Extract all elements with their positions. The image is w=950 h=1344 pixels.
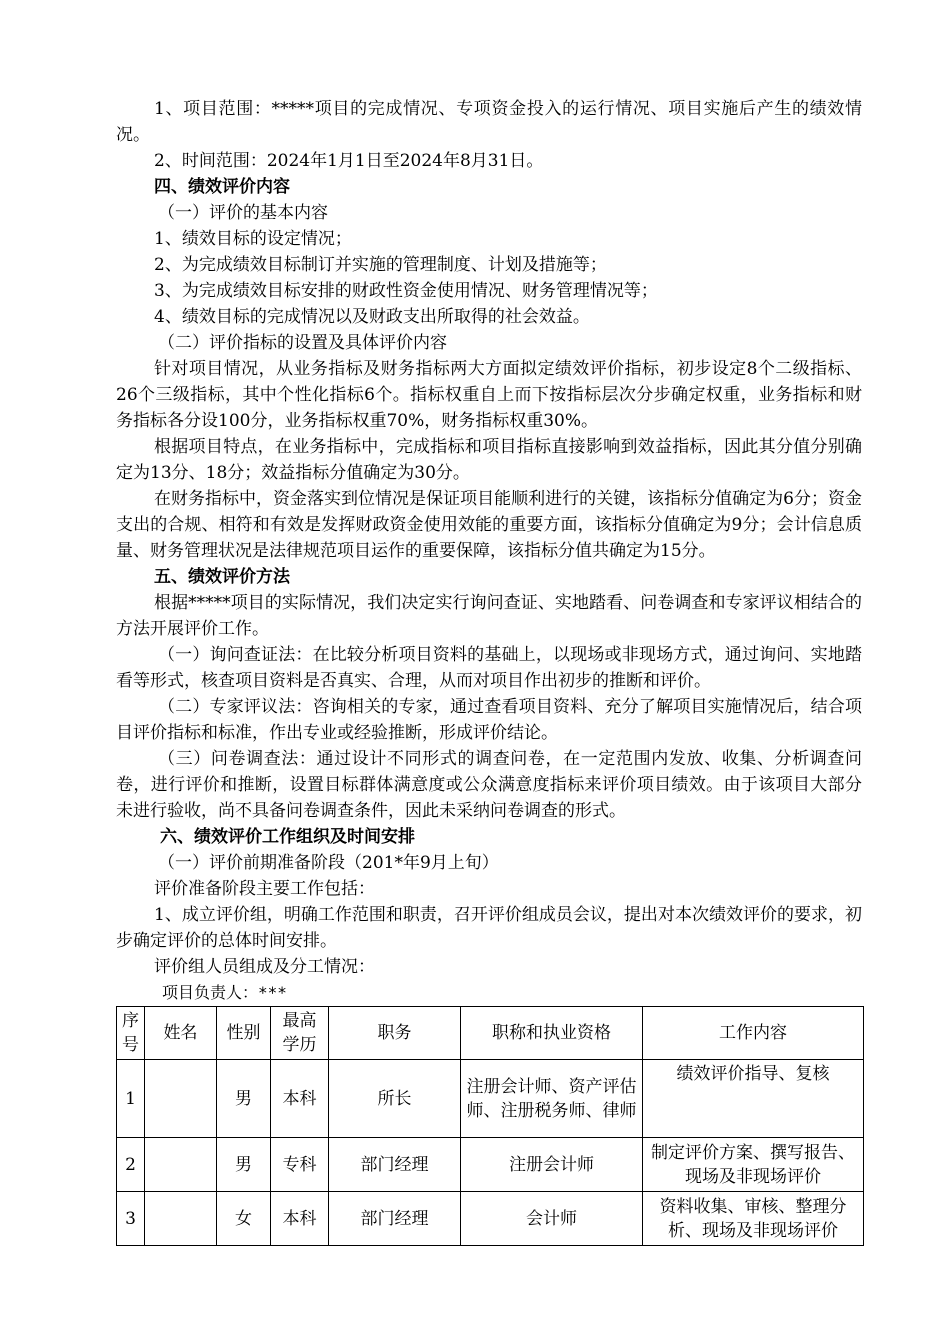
section6-sub1: （一）评价前期准备阶段（201*年9月上旬） <box>158 853 499 873</box>
cell-gender: 男 <box>217 1138 271 1192</box>
section5-intro: 根据*****项目的实际情况，我们决定实行询问查证、实地踏看、问卷调查和专家评议相结合的方法开展评价工作。 <box>116 593 862 639</box>
staff-table <box>116 1006 864 1246</box>
section6-heading: 六、绩效评价工作组织及时间安排 <box>160 827 415 847</box>
cell-title: 所长 <box>329 1060 461 1138</box>
cell-work: 资料收集、审核、整理分析、现场及非现场评价 <box>643 1192 864 1246</box>
cell-name <box>145 1138 217 1192</box>
section4-item: 3、为完成绩效目标安排的财政性资金使用情况、财务管理情况等； <box>154 281 658 301</box>
document-page <box>116 96 862 1246</box>
section4-item: 2、为完成绩效目标制订并实施的管理制度、计划及措施等； <box>154 255 607 275</box>
table-header-row <box>117 1007 864 1060</box>
section4-item: 1、绩效目标的设定情况； <box>154 229 352 249</box>
cell-qual: 会计师 <box>461 1192 643 1246</box>
cell-qual: 注册会计师、资产评估师、注册税务师、律师 <box>461 1060 643 1138</box>
header-gender: 性别 <box>217 1007 271 1060</box>
cell-work: 制定评价方案、撰写报告、现场及非现场评价 <box>643 1138 864 1192</box>
scope-project: 1、项目范围：*****项目的完成情况、专项资金投入的运行情况、项目实施后产生的绩效情况。 <box>116 99 862 145</box>
header-work: 工作内容 <box>643 1007 864 1060</box>
section6-lead: 评价准备阶段主要工作包括： <box>154 879 375 899</box>
header-edu: 最高学历 <box>271 1007 329 1060</box>
project-leader: 项目负责人：*** <box>162 983 287 1002</box>
header-title: 职务 <box>329 1007 461 1060</box>
cell-no: 2 <box>117 1138 145 1192</box>
section4-para: 根据项目特点，在业务指标中，完成指标和项目指标直接影响到效益指标，因此其分值分别确定为13分、18分；效益指标分值确定为30分。 <box>116 437 862 483</box>
cell-edu: 专科 <box>271 1138 329 1192</box>
section4-sub1: （一）评价的基本内容 <box>158 203 328 223</box>
section4-para: 针对项目情况，从业务指标及财务指标两大方面拟定绩效评价指标，初步设定8个二级指标、26个三级指标，其中个性化指标6个。指标权重自上而下按指标层次分步确定权重，业务指标和财务指标各分设100分，业务指标权重70%，财务指标权重30%。 <box>116 359 862 431</box>
cell-work: 绩效评价指导、复核 <box>643 1060 864 1138</box>
section4-sub2: （二）评价指标的设置及具体评价内容 <box>158 333 447 353</box>
cell-gender: 女 <box>217 1192 271 1246</box>
cell-no: 3 <box>117 1192 145 1246</box>
header-name: 姓名 <box>145 1007 217 1060</box>
cell-gender: 男 <box>217 1060 271 1138</box>
section5-method: （一）询问查证法：在比较分析项目资料的基础上，以现场或非现场方式，通过询问、实地踏看等形式，核查项目资料是否真实、合理，从而对项目作出初步的推断和评价。 <box>116 645 862 691</box>
table-row <box>117 1192 864 1246</box>
table-row <box>117 1060 864 1138</box>
section5-method: （三）问卷调查法：通过设计不同形式的调查问卷，在一定范围内发放、收集、分析调查问卷，进行评价和推断，设置目标群体满意度或公众满意度指标来评价项目绩效。由于该项目大部分未进行验收，尚不具备问卷调查条件，因此未采纳问卷调查的形式。 <box>116 749 862 821</box>
scope-time: 2、时间范围：2024年1月1日至2024年8月31日。 <box>154 151 544 171</box>
cell-qual: 注册会计师 <box>461 1138 643 1192</box>
cell-no: 1 <box>117 1060 145 1138</box>
cell-name <box>145 1192 217 1246</box>
section6-item1: 1、成立评价组，明确工作范围和职责，召开评价组成员会议，提出对本次绩效评价的要求，初步确定评价的总体时间安排。 <box>116 905 862 951</box>
section5-heading: 五、绩效评价方法 <box>154 567 290 587</box>
header-qual: 职称和执业资格 <box>461 1007 643 1060</box>
section5-method: （二）专家评议法：咨询相关的专家，通过查看项目资料、充分了解项目实施情况后，结合项目评价指标和标准，作出专业或经验推断，形成评价结论。 <box>116 697 862 743</box>
cell-name <box>145 1060 217 1138</box>
header-no: 序号 <box>117 1007 145 1060</box>
table-row <box>117 1138 864 1192</box>
cell-edu: 本科 <box>271 1060 329 1138</box>
cell-title: 部门经理 <box>329 1192 461 1246</box>
cell-title: 部门经理 <box>329 1138 461 1192</box>
section4-para: 在财务指标中，资金落实到位情况是保证项目能顺利进行的关键，该指标分值确定为6分；资金支出的合规、相符和有效是发挥财政资金使用效能的重要方面，该指标分值确定为9分；会计信息质量、财务管理状况是法律规范项目运作的重要保障，该指标分值共确定为15分。 <box>116 489 862 561</box>
section6-team-intro: 评价组人员组成及分工情况： <box>154 957 375 977</box>
cell-edu: 本科 <box>271 1192 329 1246</box>
section4-item: 4、绩效目标的完成情况以及财政支出所取得的社会效益。 <box>154 307 590 327</box>
section4-heading: 四、绩效评价内容 <box>154 177 290 197</box>
